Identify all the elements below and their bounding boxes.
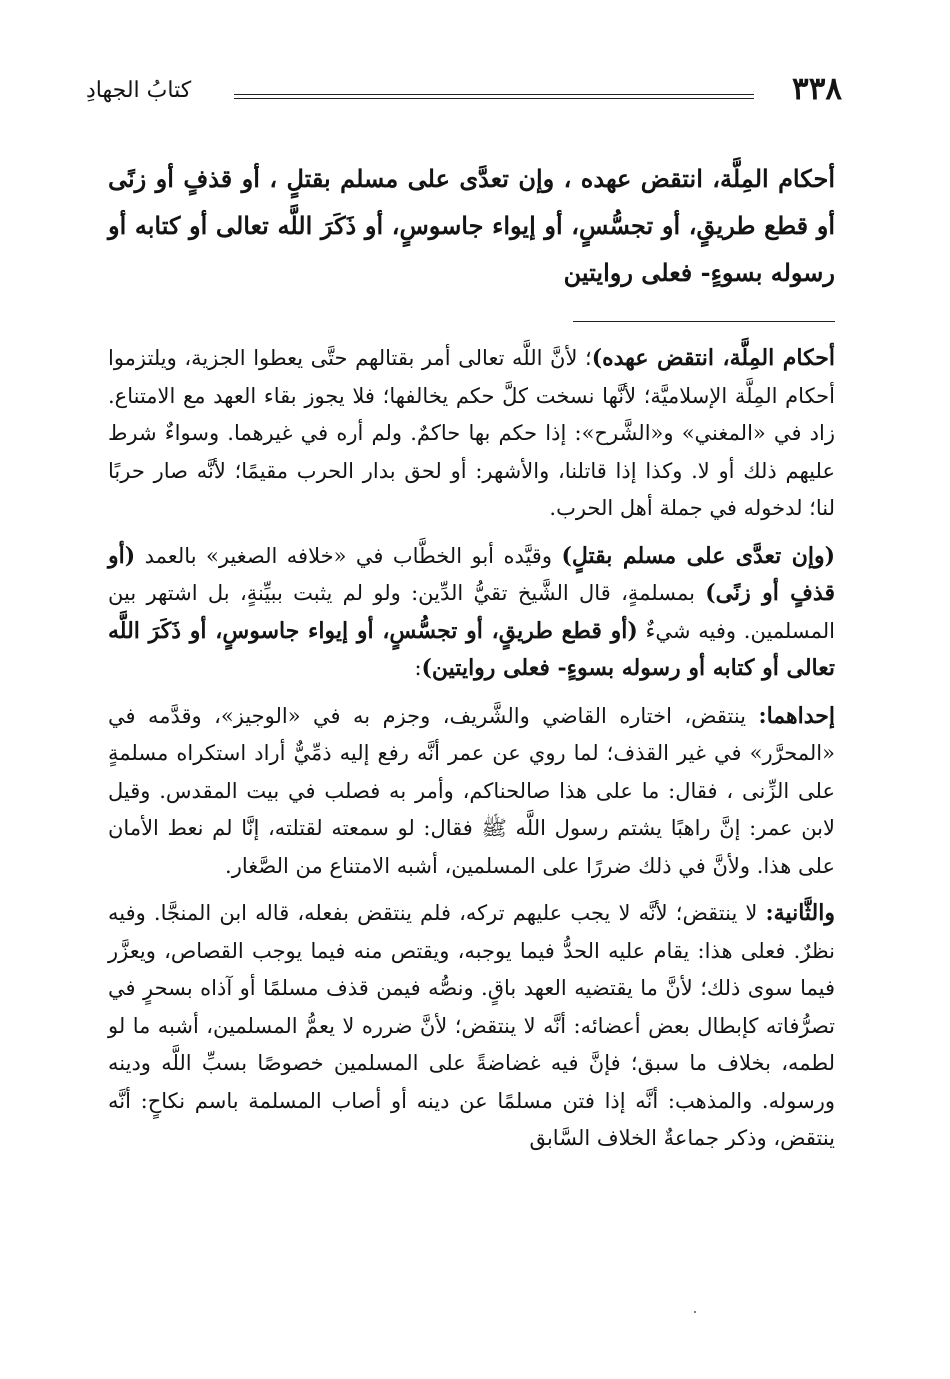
footnote-separator (573, 321, 835, 322)
commentary-paragraph-4 (108, 895, 835, 1158)
page-number: ٣٣٨ (792, 71, 842, 107)
commentary-block (108, 340, 835, 1168)
paragraph-quote: (أو قطع طريقٍ، أو تجسُّسٍ، أو إيواء جاسوسٍ، أو ذَكَرَ اللَّه تعالى أو كتابه أو رسوله بسوءٍ- فعلى روايتين) (108, 617, 835, 681)
main-text: أحكام المِلَّة، انتقض عهده ، وإن تعدَّى على مسلم بقتلٍ ، أو قذفٍ أو زنًى أو قطع طريقٍ، أو تجسُّسٍ، أو إيواء جاسوسٍ، أو ذَكَرَ اللَّه تعالى أو كتابه أو رسوله بسوءٍ- فعلى روايتين (108, 164, 835, 287)
running-title: كتابُ الجهادِ (86, 78, 192, 103)
commentary-paragraph-3 (108, 698, 835, 886)
paragraph-text: وقيَّده أبو الخطَّاب في «خلافه الصغير» بالعمد (135, 543, 562, 568)
paragraph-quote: (وإن تعدَّى على مسلم بقتلٍ) (561, 542, 835, 569)
page-header (86, 72, 842, 112)
paragraph-text: لا ينتقض؛ لأنَّه لا يجب عليهم تركه، فلم ينتقض بفعله، قاله ابن المنجَّا. وفيه نظرٌ. فعلى هذا: يقام عليه الحدُّ فيما يوجبه، ويقتص منه فيما يوجب القصاص، ويعزَّر فيما سوى ذلك؛ لأنَّ ما يقتضيه العهد باقٍ. ونصُّه فيمن قذف مسلمًا أو آذاه بسحرٍ في تصرُّفاته كإبطال بعض أعضائه: أنَّه لا ينتقض؛ لأنَّ ضرره لا يعمُّ المسلمين، أشبه ما لو لطمه، بخلاف ما سبق؛ فإنَّ فيه غضاضةً على المسلمين خصوصًا بسبِّ اللَّه ودينه ورسوله. والمذهب: أنَّه إذا فتن مسلمًا عن دينه أو أصاب المسلمة باسم نكاحٍ: أنَّه ينتقض، وذكر جماعةٌ الخلاف السَّابق (108, 901, 835, 1150)
commentary-paragraph-2 (108, 538, 835, 688)
paragraph-text: : (414, 656, 422, 680)
paragraph-quote: (أو قذفٍ أو زنًى) (108, 542, 835, 606)
paragraph-lead: أحكام المِلَّة، انتقض عهده) (591, 345, 835, 371)
paragraph-text: بمسلمةٍ، قال الشَّيخ تقيُّ الدِّين: ولو لم يثبت ببيِّنةٍ، بل اشتهر بين المسلمين. وفيه شيءٌ (108, 581, 835, 643)
paragraph-lead: والثَّانية: (765, 900, 835, 926)
scan-speck (694, 1311, 696, 1313)
paragraph-text: ؛ لأنَّ اللَّه تعالى أمر بقتالهم حتَّى يعطوا الجزية، ويلتزموا أحكام المِلَّة الإسلاميَّة؛ لأنَّها نسخت كلَّ حكم يخالفها؛ فلا يجوز بقاء العهد مع الامتناع. زاد في «المغني» و«الشَّرح»: إذا حكم بها حاكمٌ. ولم أره في غيرهما. وسواءٌ شرط عليهم ذلك أو لا. وكذا إذا قاتلنا، والأشهر: أو لحق بدار الحرب مقيمًا؛ لأنَّه صار حربًا لنا؛ لدخوله في جملة أهل الحرب. (108, 346, 835, 520)
header-rule (234, 94, 754, 99)
paragraph-text: ينتقض، اختاره القاضي والشَّريف، وجزم به في «الوجيز»، وقدَّمه في «المحرَّر» في غير القذف؛ لما روي عن عمر أنَّه رفع إليه ذمِّيٌّ أراد استكراه مسلمةٍ على الزِّنى ، فقال: ما على هذا صالحناكم، وأمر به فصلب في بيت المقدس. وقيل لابن عمر: إنَّ راهبًا يشتم رسول اللَّه ﷺ فقال: لو سمعته لقتلته، إنَّا لم نعط الأمان على هذا. ولأنَّ في ذلك ضررًا على المسلمين، أشبه الامتناع من الصَّغار. (108, 703, 835, 878)
paragraph-lead: إحداهما: (758, 702, 835, 729)
commentary-paragraph-1 (108, 340, 835, 528)
main-text-block (108, 155, 835, 296)
